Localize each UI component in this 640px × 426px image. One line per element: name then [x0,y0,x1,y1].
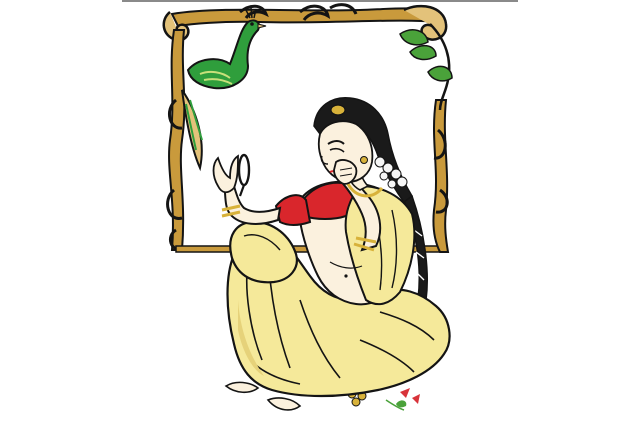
hair-ornament [331,105,345,115]
mirror-glass [239,155,249,185]
navel-dot [344,274,347,277]
foot-left [226,382,258,392]
frame-right-column [433,100,448,252]
hand-mirror [239,155,249,196]
petal-icon [400,388,410,398]
petal-icon [412,394,420,404]
earring [361,157,368,164]
hand-right [334,160,356,184]
braid-tassel-bead [352,398,360,406]
leaf-icon [428,66,452,81]
blouse-sleeve [276,195,310,225]
leaf-icon [410,46,436,60]
mirror-handle [240,185,244,196]
woman-figure [214,98,450,410]
peacock-eye [250,22,254,26]
frame-top-bar [172,8,436,26]
foot-right [268,398,300,410]
peacock-body [188,20,259,88]
peacock-beak [258,24,266,28]
hand-left [214,156,239,192]
floor-flowers [386,388,420,410]
saree-knee [230,222,297,282]
